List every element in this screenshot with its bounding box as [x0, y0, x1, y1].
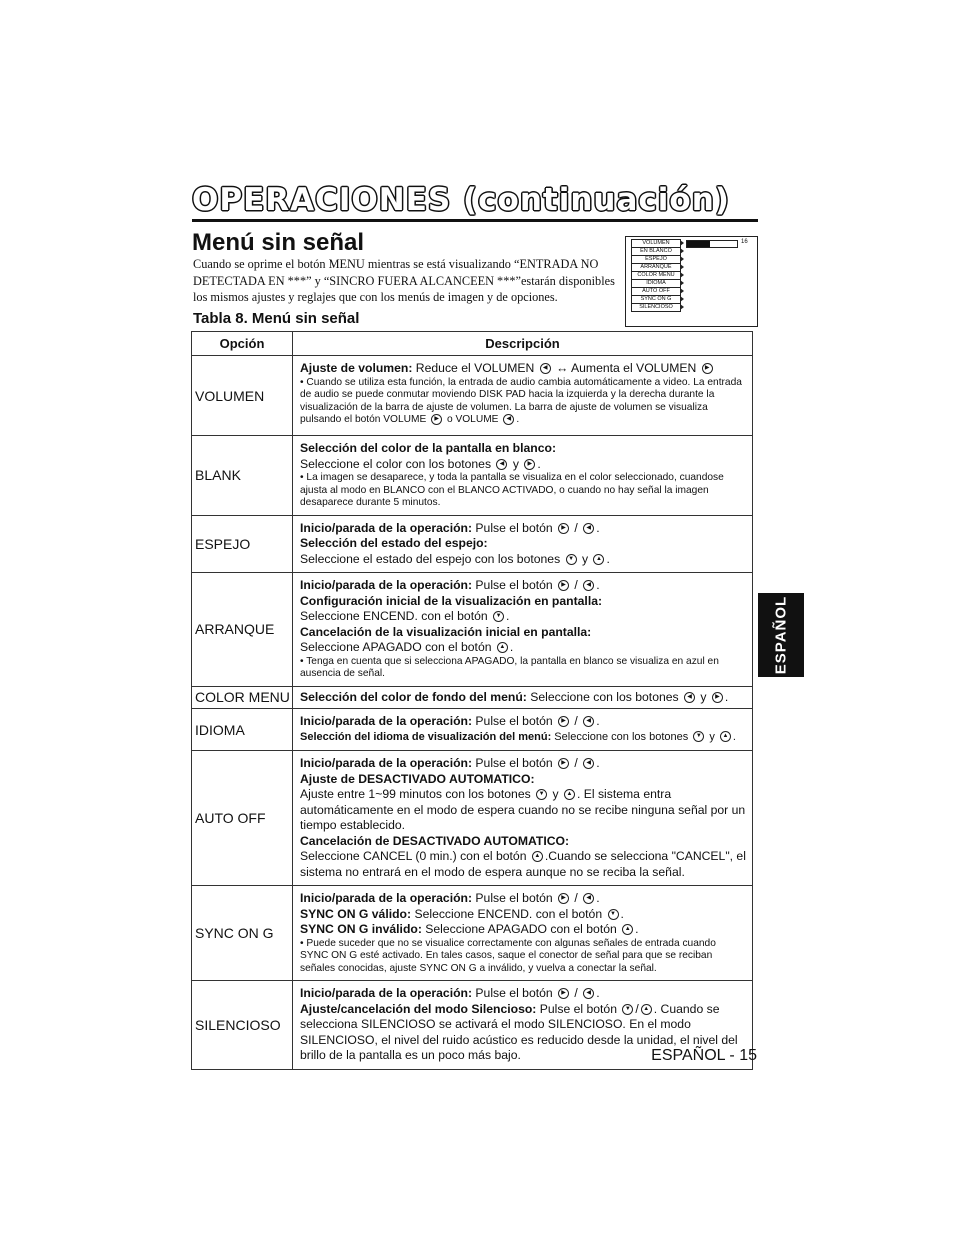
- osd-item-color-menu: COLOR MENU: [631, 271, 681, 280]
- table-caption: Tabla 8. Menú sin señal: [193, 310, 360, 327]
- right-button-icon: ▶: [558, 988, 569, 999]
- left-button-icon: ◀: [540, 363, 551, 374]
- table-header-row: [192, 332, 753, 356]
- arrow-right-icon: [680, 304, 684, 310]
- description-espejo: Inicio/parada de la operación: Pulse el botón ▶ / ◀ . Selección del estado del espejo: Seleccione el estado del espejo con los botones ▼ y ▲ .: [293, 515, 753, 573]
- description-auto-off: Inicio/parada de la operación: Pulse el botón ▶ / ◀ . Ajuste de DESACTIVADO AUTOMATICO: Ajuste entre 1~99 minutos con los botones ▼ y ▲ . El sistema entra automáticamente en el modo de espera cuando no se recibe ninguna señal por un tiempo establecido. Cancelación de DESACTIVADO AUTOMATICO: Seleccione CANCEL (0 min.) con el botón ▲ .Cuando se selecciona "CANCEL", el sistema no entrará en el modo de espera aunque no se reciba la señal.: [293, 751, 753, 886]
- left-button-icon: ◀: [503, 414, 514, 425]
- arrow-right-icon: [680, 296, 684, 302]
- right-button-icon: ▶: [431, 414, 442, 425]
- description-silencioso: Inicio/parada de la operación: Pulse el botón ▶ / ◀ . Ajuste/cancelación del modo Silencioso: Pulse el botón ▼ / ▲ . Cuando se selecciona SILENCIOSO se activará el modo SILENCIOSO. En el modo SILENCIOSO, el nivel del ruido acústico es reducido desde la unidad, el nivel del brillo de la pantalla es un poco más bajo.: [293, 981, 753, 1070]
- header-description: Descripción: [293, 332, 753, 356]
- arrow-right-icon: [680, 240, 684, 246]
- osd-item-idioma: IDIOMA: [631, 279, 681, 288]
- osd-volume-value: 16: [741, 239, 748, 245]
- down-button-icon: ▼: [536, 789, 547, 800]
- title-rule: [192, 219, 758, 222]
- left-button-icon: ◀: [583, 716, 594, 727]
- up-button-icon: ▲: [593, 554, 604, 565]
- up-button-icon: ▲: [532, 851, 543, 862]
- osd-item-silencioso: SILENCIOSO: [631, 303, 681, 312]
- left-button-icon: ◀: [583, 523, 594, 534]
- description-color-menu: Selección del color de fondo del menú: Seleccione con los botones ◀ y ▶ .: [293, 686, 753, 709]
- right-button-icon: ▶: [712, 692, 723, 703]
- right-button-icon: ▶: [524, 459, 535, 470]
- header-option: Opción: [192, 332, 293, 356]
- left-button-icon: ◀: [583, 893, 594, 904]
- language-side-tab: [758, 593, 804, 677]
- description-volumen: Ajuste de volumen: Reduce el VOLUMEN ◀ ↔ Aumenta el VOLUMEN ▶ • Cuando se utiliza esta función, la entrada de audio cambia automáticamente a video. La entrada de audio se puede conmutar moviendo DISK PAD hacia la izquierda y la derecha durante la visualización de la barra de ajuste de volumen. La barra de ajuste de volumen se visualiza pulsando el botón VOLUME ▶ o VOLUME ◀ .: [293, 356, 753, 436]
- osd-item-auto-off: AUTO OFF: [631, 287, 681, 296]
- option-blank: BLANK: [192, 436, 293, 516]
- description-arranque: Inicio/parada de la operación: Pulse el botón ▶ / ◀ . Configuración inicial de la visualización en pantalla: Seleccione ENCEND. con el botón ▼ . Cancelación de la visualización inicial en pantalla: Seleccione APAGADO con el botón ▲ . • Tenga en cuenta que si selecciona APAGADO, la pantalla en blanco se visualiza en azul en ausencia de señal.: [293, 573, 753, 687]
- arrow-right-icon: [680, 264, 684, 270]
- right-button-icon: ▶: [558, 893, 569, 904]
- down-button-icon: ▼: [608, 909, 619, 920]
- left-button-icon: ◀: [583, 580, 594, 591]
- osd-volume-bar: [686, 240, 738, 248]
- osd-item-sync-on-g: SYNC ON G: [631, 295, 681, 304]
- left-button-icon: ◀: [496, 459, 507, 470]
- option-idioma: IDIOMA: [192, 709, 293, 751]
- option-arranque: ARRANQUE: [192, 573, 293, 687]
- option-color-menu: COLOR MENU: [192, 686, 293, 709]
- osd-item-en-blanco: EN BLANCO: [631, 247, 681, 256]
- intro-paragraph: Cuando se oprime el botón MENU mientras se está visualizando “ENTRADA NO DETECTADA EN ***” y “SINCRO FUERA ALCANCEEN ***”estarán disponibles los mismos ajustes y reglajes que con los menús de imagen y de opciones.: [193, 257, 615, 304]
- option-volumen: VOLUMEN: [192, 356, 293, 436]
- right-button-icon: ▶: [558, 716, 569, 727]
- table-row: [192, 573, 753, 687]
- up-button-icon: ▲: [497, 642, 508, 653]
- up-button-icon: ▲: [720, 731, 731, 742]
- option-espejo: ESPEJO: [192, 515, 293, 573]
- right-button-icon: ▶: [558, 580, 569, 591]
- table-row: [192, 686, 753, 709]
- down-button-icon: ▼: [693, 731, 704, 742]
- osd-item-espejo: ESPEJO: [631, 255, 681, 264]
- section-title: Menú sin señal: [192, 229, 365, 256]
- description-sync-on-g: Inicio/parada de la operación: Pulse el botón ▶ / ◀ . SYNC ON G válido: Seleccione ENCEND. con el botón ▼ . SYNC ON G inválido: Seleccione APAGADO con el botón ▲ . • Puede suceder que no se visualice correctamente con algunas señales de entrada cuando SYNC ON G esté activado. En tales casos, saque el conector de señal para que se reciban señales conocidas, ajuste SYNC ON G a inválido, y vuelva a conectar la señal.: [293, 886, 753, 981]
- table-row: [192, 751, 753, 886]
- left-button-icon: ◀: [684, 692, 695, 703]
- up-button-icon: ▲: [564, 789, 575, 800]
- right-button-icon: ▶: [558, 523, 569, 534]
- arrow-right-icon: [680, 256, 684, 262]
- right-button-icon: ▶: [702, 363, 713, 374]
- arrow-right-icon: [680, 248, 684, 254]
- table-row: [192, 436, 753, 516]
- table-row: [192, 886, 753, 981]
- left-button-icon: ◀: [583, 988, 594, 999]
- arrow-right-icon: [680, 288, 684, 294]
- table-row: [192, 356, 753, 436]
- side-tab-label: ESPAÑOL: [772, 595, 790, 675]
- osd-menu-illustration: [625, 236, 758, 327]
- option-auto-off: AUTO OFF: [192, 751, 293, 886]
- osd-item-volumen: VOLUMEN: [631, 239, 681, 248]
- right-button-icon: ▶: [558, 758, 569, 769]
- table-row: [192, 709, 753, 751]
- option-sync-on-g: SYNC ON G: [192, 886, 293, 981]
- arrow-right-icon: [680, 272, 684, 278]
- description-blank: Selección del color de la pantalla en blanco: Seleccione el color con los botones ◀ y ▶ . • La imagen se desaparece, y toda la pantalla se visualiza en el color seleccionado, cuandose ajusta al modo en BLANCO con el BLANCO ACTIVADO, o cuando no hay señal la imagen desaparece durante 5 minutos.: [293, 436, 753, 516]
- description-idioma: Inicio/parada de la operación: Pulse el botón ▶ / ◀ . Selección del idioma de visualización del menú: Seleccione con los botones ▼ y ▲ .: [293, 709, 753, 751]
- table-row: [192, 515, 753, 573]
- osd-volume-bar-fill: [687, 241, 710, 247]
- up-button-icon: ▲: [622, 924, 633, 935]
- down-button-icon: ▼: [566, 554, 577, 565]
- left-button-icon: ◀: [583, 758, 594, 769]
- chapter-title: OPERACIONES (continuación): [192, 182, 730, 218]
- option-silencioso: SILENCIOSO: [192, 981, 293, 1070]
- page-number: ESPAÑOL - 15: [651, 1047, 757, 1064]
- down-button-icon: ▼: [493, 611, 504, 622]
- up-button-icon: ▲: [641, 1004, 652, 1015]
- down-button-icon: ▼: [622, 1004, 633, 1015]
- arrow-right-icon: [680, 280, 684, 286]
- osd-item-arranque: ARRANQUE: [631, 263, 681, 272]
- menu-table: [191, 331, 753, 1070]
